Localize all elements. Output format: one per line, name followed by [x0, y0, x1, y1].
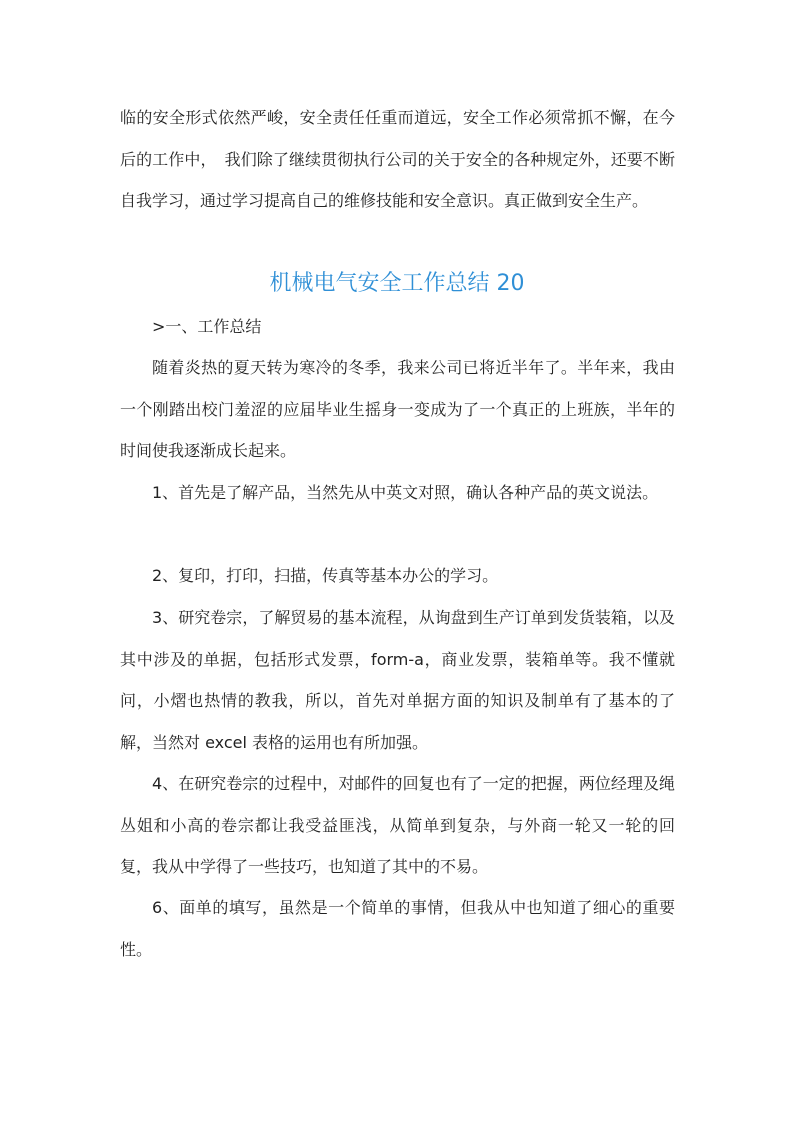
- paragraph-item-3: 3、研究卷宗，了解贸易的基本流程，从询盘到生产订单到发货装箱，以及其中涉及的单据，包括形式发票，form-a，商业发票，装箱单等。我不懂就问，小熠也热情的教我，所以，首先对单据方面的知识及制单有了基本的了解，当然对 excel 表格的运用也有所加强。: [120, 608, 675, 752]
- paragraph-item-4: 4、在研究卷宗的过程中，对邮件的回复也有了一定的把握，两位经理及绳丛姐和小高的卷宗都让我受益匪浅，从简单到复杂，与外商一轮又一轮的回复，我从中学得了一些技巧，也知道了其中的不易。: [120, 774, 675, 876]
- continued-paragraph: 临的安全形式依然严峻，安全责任任重而道远，安全工作必须常抓不懈，在今后的工作中， 我们除了继续贯彻执行公司的关于安全的各种规定外，还要不断自我学习，通过学习提高自己的维修技能和安全意识。真正做到安全生产。: [120, 108, 675, 210]
- paragraph-item-2: 2、复印，打印，扫描，传真等基本办公的学习。: [152, 566, 499, 585]
- paragraph-item-6: 6、面单的填写，虽然是一个简单的事情，但我从中也知道了细心的重要性。: [120, 898, 675, 959]
- section-title: 机械电气安全工作总结 20: [269, 271, 525, 296]
- paragraph-item-1: 1、首先是了解产品，当然先从中英文对照，确认各种产品的英文说法。: [152, 483, 659, 502]
- subheading: >一、工作总结: [152, 317, 262, 336]
- paragraph-intro: 随着炎热的夏天转为寒冷的冬季，我来公司已将近半年了。半年来，我由一个刚踏出校门羞涩的应届毕业生摇身一变成为了一个真正的上班族，半年的时间使我逐渐成长起来。: [120, 358, 675, 460]
